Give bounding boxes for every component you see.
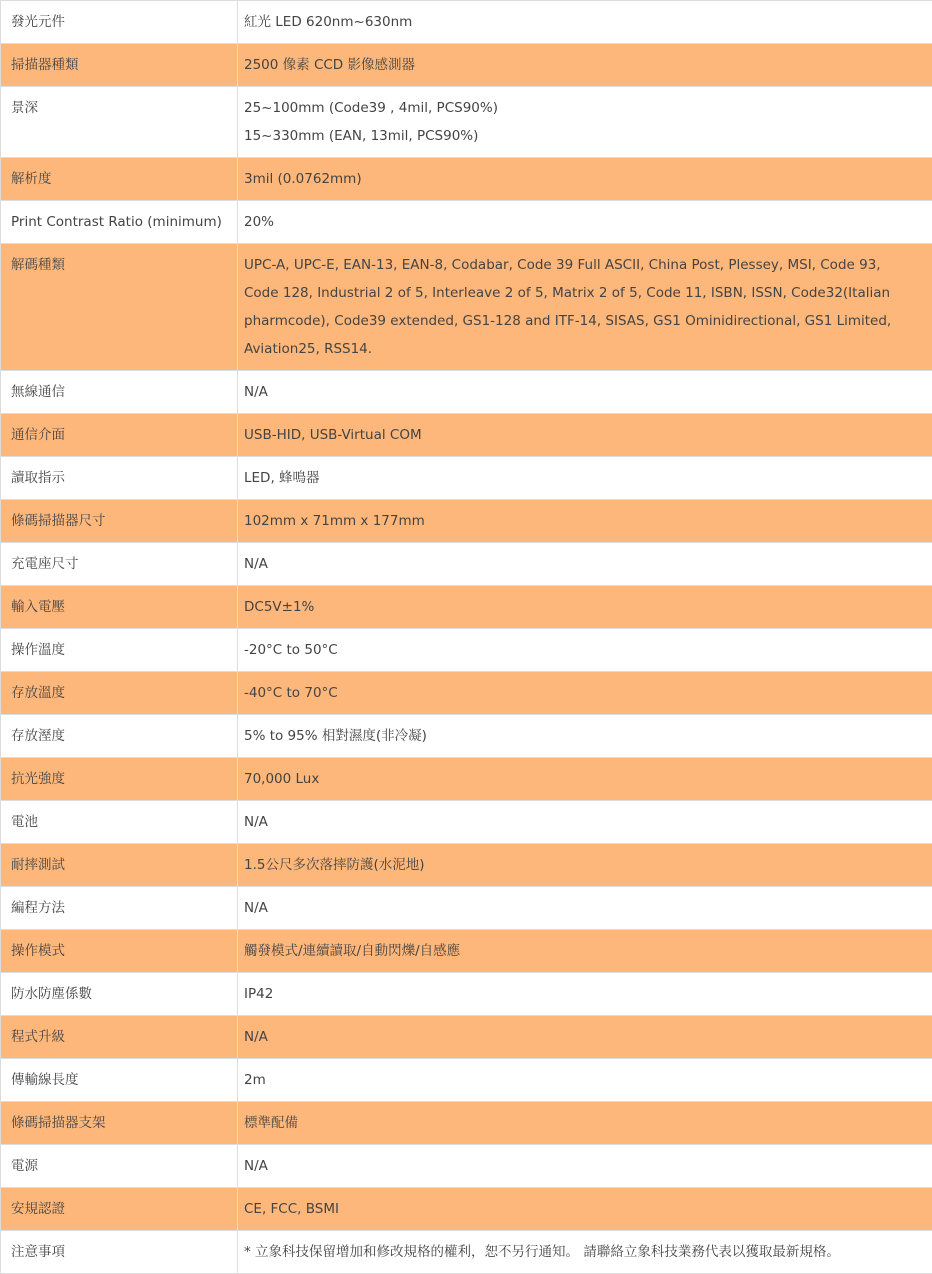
spec-value (238, 44, 932, 87)
spec-row (1, 1145, 932, 1188)
spec-label: 景深 (1, 87, 238, 158)
spec-row (1, 1016, 932, 1059)
spec-value-line: 標準配備 (244, 1109, 926, 1137)
spec-label: 解碼種類 (1, 244, 238, 371)
spec-value-line: 15~330mm (EAN, 13mil, PCS90%) (244, 122, 926, 150)
spec-row (1, 801, 932, 844)
spec-value (238, 629, 932, 672)
spec-value (238, 1016, 932, 1059)
spec-row (1, 1231, 932, 1274)
spec-row (1, 500, 932, 543)
spec-label: 通信介面 (1, 414, 238, 457)
spec-value-line: 5% to 95% 相對濕度(非冷凝) (244, 722, 926, 750)
spec-value-line: N/A (244, 808, 926, 836)
spec-value-line: 25~100mm (Code39 , 4mil, PCS90%) (244, 94, 926, 122)
spec-value-line: UPC-A, UPC-E, EAN-13, EAN-8, Codabar, Code 39 Full ASCII, China Post, Plessey, MSI, Code 93, (244, 251, 926, 279)
spec-label: 發光元件 (1, 1, 238, 44)
spec-value-line: N/A (244, 378, 926, 406)
spec-value (238, 244, 932, 371)
spec-value (238, 801, 932, 844)
spec-value (238, 844, 932, 887)
spec-value-line: CE, FCC, BSMI (244, 1195, 926, 1223)
spec-value-line: N/A (244, 1023, 926, 1051)
spec-value (238, 371, 932, 414)
spec-row (1, 457, 932, 500)
spec-value-line: LED, 蜂鳴器 (244, 464, 926, 492)
spec-row (1, 414, 932, 457)
spec-table-body (1, 1, 932, 1274)
spec-value-line: DC5V±1% (244, 593, 926, 621)
spec-value-line: pharmcode), Code39 extended, GS1-128 and ITF-14, SISAS, GS1 Ominidirectional, GS1 Limited, (244, 307, 926, 335)
spec-label: 條碼掃描器支架 (1, 1102, 238, 1145)
spec-row (1, 543, 932, 586)
spec-value (238, 457, 932, 500)
spec-value-line: Code 128, Industrial 2 of 5, Interleave 2 of 5, Matrix 2 of 5, Code 11, ISBN, ISSN, Code32(Italian (244, 279, 926, 307)
spec-row (1, 371, 932, 414)
spec-row (1, 1102, 932, 1145)
spec-value-line: N/A (244, 1152, 926, 1180)
spec-value-line: 102mm x 71mm x 177mm (244, 507, 926, 535)
spec-value (238, 543, 932, 586)
spec-label: 操作模式 (1, 930, 238, 973)
spec-row (1, 973, 932, 1016)
spec-label: 解析度 (1, 158, 238, 201)
spec-label: Print Contrast Ratio (minimum) (1, 201, 238, 244)
spec-value (238, 158, 932, 201)
spec-value (238, 887, 932, 930)
spec-label: 輸入電壓 (1, 586, 238, 629)
spec-label: 條碼掃描器尺寸 (1, 500, 238, 543)
spec-value (238, 414, 932, 457)
spec-value (238, 1102, 932, 1145)
spec-label: 程式升級 (1, 1016, 238, 1059)
spec-label: 操作溫度 (1, 629, 238, 672)
spec-value (238, 1188, 932, 1231)
spec-value (238, 500, 932, 543)
spec-value (238, 1231, 932, 1274)
spec-value (238, 1145, 932, 1188)
spec-row (1, 629, 932, 672)
spec-value-line: 2m (244, 1066, 926, 1094)
spec-label: 存放溫度 (1, 672, 238, 715)
spec-value (238, 201, 932, 244)
spec-row (1, 758, 932, 801)
spec-row (1, 586, 932, 629)
spec-value-line: 觸發模式/連續讀取/自動閃爍/自感應 (244, 937, 926, 965)
spec-value-line: 3mil (0.0762mm) (244, 165, 926, 193)
spec-value-line: 紅光 LED 620nm~630nm (244, 8, 926, 36)
spec-row (1, 1188, 932, 1231)
spec-value (238, 930, 932, 973)
spec-value-line: 20% (244, 208, 926, 236)
spec-row (1, 887, 932, 930)
spec-value-line: * 立象科技保留增加和修改規格的權利，恕不另行通知。 請聯絡立象科技業務代表以獲取最新規格。 (244, 1238, 926, 1266)
spec-row (1, 87, 932, 158)
spec-label: 讀取指示 (1, 457, 238, 500)
spec-row (1, 158, 932, 201)
spec-row (1, 1059, 932, 1102)
spec-value-line: USB-HID, USB-Virtual COM (244, 421, 926, 449)
spec-value-line: N/A (244, 894, 926, 922)
spec-row (1, 244, 932, 371)
spec-row (1, 44, 932, 87)
spec-value-line: IP42 (244, 980, 926, 1008)
spec-value-line: Aviation25, RSS14. (244, 335, 926, 363)
spec-label: 電源 (1, 1145, 238, 1188)
spec-label: 存放溼度 (1, 715, 238, 758)
spec-row (1, 672, 932, 715)
spec-value (238, 672, 932, 715)
spec-value (238, 715, 932, 758)
spec-value-line: N/A (244, 550, 926, 578)
spec-label: 電池 (1, 801, 238, 844)
spec-value (238, 1059, 932, 1102)
spec-label: 防水防塵係數 (1, 973, 238, 1016)
spec-value-line: 2500 像素 CCD 影像感測器 (244, 51, 926, 79)
spec-row (1, 844, 932, 887)
spec-value (238, 586, 932, 629)
spec-label: 充電座尺寸 (1, 543, 238, 586)
spec-value-line: -20°C to 50°C (244, 636, 926, 664)
spec-label: 抗光強度 (1, 758, 238, 801)
spec-value-line: 70,000 Lux (244, 765, 926, 793)
spec-label: 傳輸線長度 (1, 1059, 238, 1102)
spec-label: 無線通信 (1, 371, 238, 414)
spec-row (1, 930, 932, 973)
spec-value (238, 87, 932, 158)
spec-value-line: 1.5公尺多次落摔防護(水泥地) (244, 851, 926, 879)
spec-label: 耐摔測試 (1, 844, 238, 887)
spec-label: 掃描器種類 (1, 44, 238, 87)
spec-value-line: -40°C to 70°C (244, 679, 926, 707)
spec-label: 安規認證 (1, 1188, 238, 1231)
spec-row (1, 715, 932, 758)
spec-label: 編程方法 (1, 887, 238, 930)
spec-label: 注意事項 (1, 1231, 238, 1274)
spec-value (238, 1, 932, 44)
spec-row (1, 201, 932, 244)
spec-value (238, 758, 932, 801)
spec-row (1, 1, 932, 44)
spec-value (238, 973, 932, 1016)
